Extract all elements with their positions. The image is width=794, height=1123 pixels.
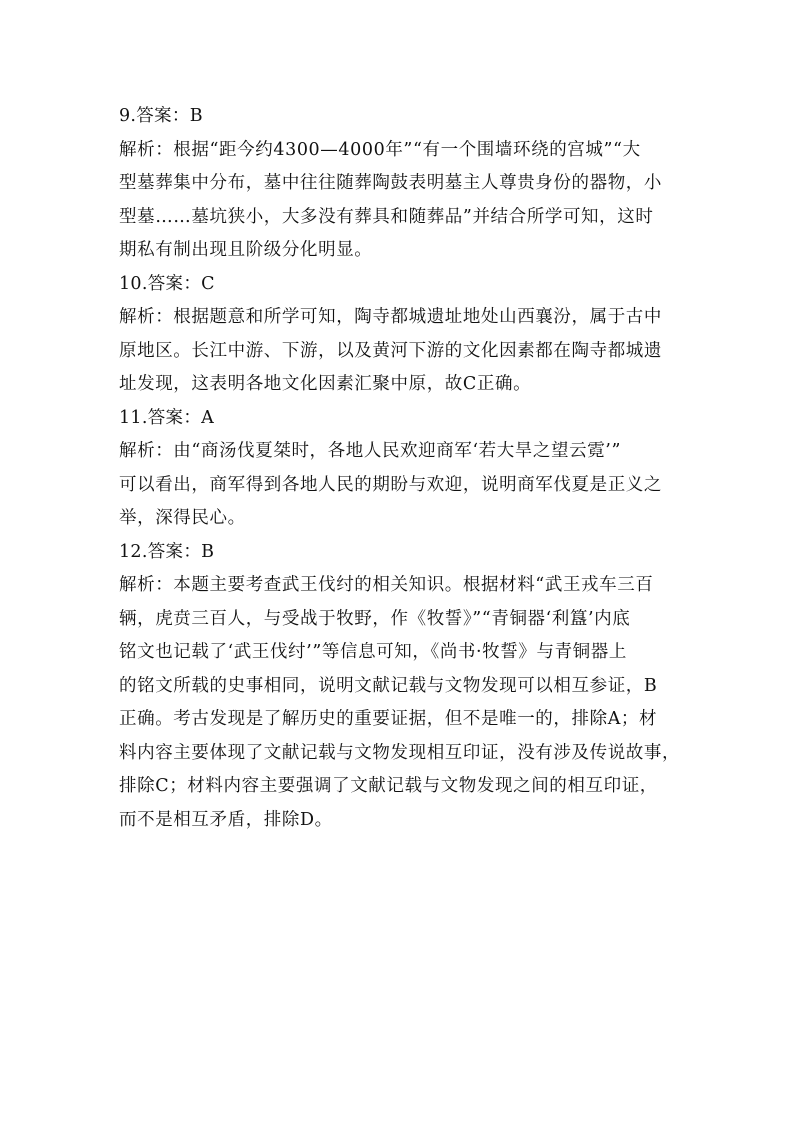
explanation-12-line-3: 铭文也记载了‘武王伐纣’”等信息可知，《尚书·牧誓》与青铜器上: [119, 642, 627, 662]
explanation-11-line-1: 解析：由“商汤伐夏桀时，各地人民欢迎商军‘若大旱之望云霓’”: [119, 441, 622, 461]
explanation-12-line-8: 而不是相互矛盾，排除D。: [119, 809, 333, 830]
explanation-12-line-4: 的铭文所载的史事相同，说明文献记载与文物发现可以相互参证，B: [119, 675, 658, 696]
explanation-10-line-2: 原地区。长江中游、下游，以及黄河下游的文化因素都在陶寺都城遗: [119, 340, 662, 361]
explanation-12-line-2: 辆，虎贲三百人，与受战于牧野，作《牧誓》”“青铜器‘利簋’内底: [119, 608, 631, 629]
answer-10: 10.答案：C: [119, 273, 215, 294]
explanation-12-line-7: 排除C；材料内容主要强调了文献记载与文物发现之间的相互印证，: [119, 776, 658, 796]
explanation-10-line-3: 址发现，这表明各地文化因素汇聚中原，故C正确。: [119, 374, 532, 394]
explanation-12-line-1: 解析：本题主要考查武王伐纣的相关知识。根据材料“武王戎车三百: [119, 575, 654, 595]
explanation-11-line-2: 可以看出，商军得到各地人民的期盼与欢迎，说明商军伐夏是正义之: [119, 474, 662, 495]
explanation-12-line-5: 正确。考古发现是了解历史的重要证据，但不是唯一的，排除A；材: [119, 709, 658, 729]
document-page: [119, 100, 689, 837]
answer-11: 11.答案：A: [119, 407, 215, 428]
explanation-9-line-1: 解析：根据“距今约4300—4000年”“有一个围墙环绕的宫城”“大: [119, 139, 641, 160]
explanation-12-line-6: 料内容主要体现了文献记载与文物发现相互印证，没有涉及传说故事，: [119, 742, 681, 763]
explanation-9-line-2: 型墓葬集中分布，墓中往往随葬陶鼓表明墓主人尊贵身份的器物，小: [119, 173, 662, 193]
explanation-10-line-1: 解析：根据题意和所学可知，陶寺都城遗址地处山西襄汾，属于古中: [119, 307, 662, 327]
explanation-11-line-3: 举，深得民心。: [119, 508, 246, 528]
answer-12: 12.答案：B: [119, 541, 215, 562]
explanation-9-line-3: 型墓……墓坑狭小，大多没有葬具和随葬品”并结合所学可知，这时: [119, 206, 654, 227]
answer-9: 9.答案：B: [119, 106, 203, 126]
explanation-9-line-4: 期私有制出现且阶级分化明显。: [119, 240, 373, 260]
